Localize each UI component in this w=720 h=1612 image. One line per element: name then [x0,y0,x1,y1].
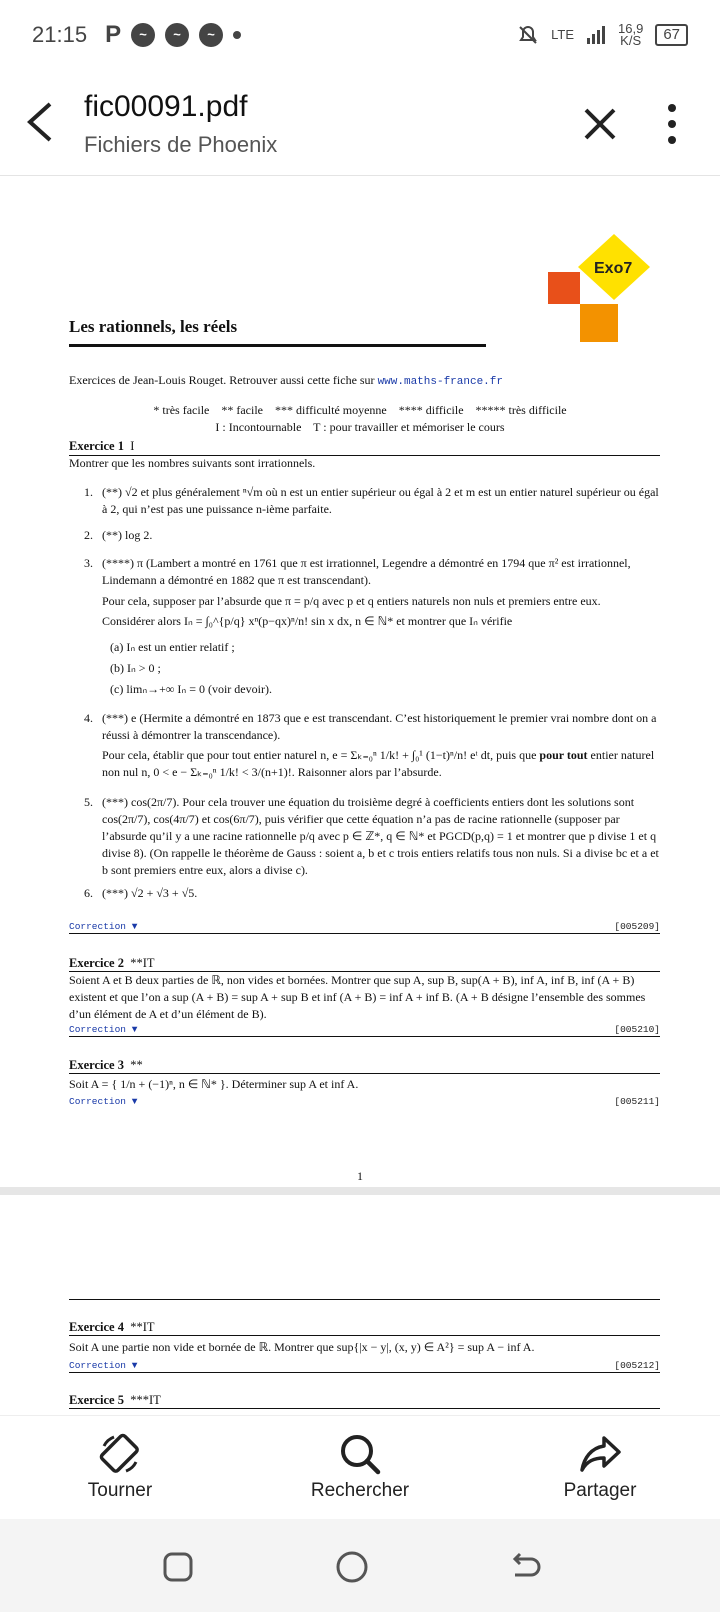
share-button[interactable] [520,1416,680,1520]
messenger-icon: ~ [131,23,155,47]
search-button[interactable] [280,1416,440,1520]
rotate-icon [98,1432,142,1476]
notification-icons [105,23,241,47]
title-rule [69,344,486,347]
page-number: 1 [357,1169,363,1183]
correction-link[interactable]: Correction ▼ [69,1024,138,1035]
exercise-rule [69,1073,660,1074]
exercise-3-footer [69,1096,660,1107]
exercise-3-statement: Soit A = { 1/n + (−1)ⁿ, n ∈ ℕ* }. Déterminer sup A et inf A. [69,1077,359,1091]
exercise-2-footer [69,1024,660,1035]
exercise-heading-text: Exercice 2 [69,956,124,970]
signal-icon [586,26,606,44]
back-nav-icon[interactable] [505,1547,545,1587]
exercise-rule [69,1372,660,1373]
pdf-page-1[interactable]: Exo7 Les rationnels, les réels Exercices de Jean-Louis Rouget. Retrouver aussi cette fiche sur www.maths-france.fr * très facile ** facile *** difficulté moyenne **** difficile ***** très difficile I : Incontournable T : pour travailler et mémoriser le cours Exercice 1 I Montrer que les nombres suivants sont irrationnels. 1. (**) √2 et plus généralement ⁿ√m où n est un entier supérieur ou égal à 2 et m est un entier naturel supérieur ou égal à 2, qui n’est pas une puissance n-ième parfaite. 2. (**) log 2. 3. (****) π (Lambert a montré en 1761 que π est irrationnel, Legendre a démontré en 1794 que π² est irrationnel, Lindemann a démontré en 1882 que π est transcendant). Pour cela, supposer par l’absurde que π = p/q avec p et q entiers naturels non nuls et premiers entre eux. Considérer alors Iₙ = ∫₀^{p/q} xⁿ(p−qx)ⁿ/n! sin x dx, n ∈ ℕ* et montrer que Iₙ vérifie (a) Iₙ est un entier relatif ; (b) Iₙ > 0 ; (c) limₙ→+∞ Iₙ = 0 (voir devoir). 4. (***) e (Hermite a démontré en 1873 que e est transcendant. C’est historiquement le premier vrai nombre dont on a réussi à démontrer la transcendance). Pour cela, établir que pour tout entier naturel n, e = Σₖ₌₀ⁿ 1/k! + ∫₀¹ (1−t)ⁿ/n! eᵗ dt, puis que pour tout entier naturel non nul n, 0 < e − Σₖ₌₀ⁿ 1/k! < 3/(n+1)!. Raisonner alors par l’absurde. 5. (***) cos(2π/7). Pour cela trouver une équation du troisième degré à coefficients entiers dont les solutions sont cos(2π/7), cos(4π/7) et cos(6π/7), puis vérifier que cette équation n’a pas de racine rationnelle (supposer par l’absurde qu’il y a une racine rationnelle p/q avec p ∈ ℤ*, q ∈ ℕ* et PGCD(p,q) = 1 et montrer que p divise 1 et q divise 8). (On rappelle le théorème de Gauss : soient a, b et c trois entiers relatifs tous non nuls. Si a divise bc et a et b sont premiers entre eux, alors a divise c). 6. (***) √2 + √3 + √5. Correction ▼ [005209] Exercice 2 **IT Soient A et B deux parties de ℝ, non vides et bornées. Montrer que sup A, sup B, sup(A + B), inf A, inf B, inf (A + B) existent et que l’on a sup (A + B) = sup A + sup B et inf (A + B) = inf A + inf B. (A + B désigne l’ensemble des sommes d’un élément de A et d’un élément de B). Correction ▼ [005210] Exercice 3 ** Soit A = { 1/n + (−1)ⁿ, n ∈ ℕ* }. Déterminer sup A et inf A. Correction ▼ [005211] 1 [0,177,720,1187]
exercise-heading-text: Exercice 4 [69,1320,124,1334]
method-text-start: Pour cela, établir que pour tout entier naturel n, e = Σₖ₌₀ⁿ 1/k! + ∫₀¹ (1−t)ⁿ/n! eᵗ dt, puis que [102,748,537,762]
exercise-1-item-3-integral: Considérer alors Iₙ = ∫₀^{p/q} xⁿ(p−qx)ⁿ/n! sin x dx, n ∈ ℕ* et montrer que Iₙ vérifie [102,614,513,628]
exercise-level: I [130,439,135,453]
search-label: Rechercher [310,1480,410,1501]
status-right [517,23,688,47]
method-text-end: entier naturel non nul n, 0 < e − Σₖ₌₀ⁿ 1/k! < 3/(n+1)!. Raisonner alors par l’absurde. [102,748,655,779]
more-vert-icon[interactable] [660,100,684,148]
exercise-1-statement: Montrer que les nombres suivants sont irrationnels. [69,456,316,470]
status-bar [0,0,720,70]
exercise-level: ***IT [130,1393,161,1407]
exo7-logo [548,234,658,354]
exercise-rule [69,1335,660,1336]
intro-url-link[interactable]: www.maths-france.fr [377,376,503,388]
document-title: Les rationnels, les réels [69,317,238,336]
recent-apps-icon[interactable] [158,1547,198,1587]
speed-unit: K/S [620,33,642,48]
exercise-level: ** [130,1058,143,1072]
bottom-toolbar [0,1415,720,1519]
file-title: fic00091.pdf [84,90,248,123]
exercise-1-item-4-method [102,747,660,781]
share-icon [578,1432,622,1476]
messenger-icon: ~ [199,23,223,47]
speed-value: 16,9 [618,21,644,36]
correction-link[interactable]: Correction ▼ [69,921,138,932]
exercise-1-footer [69,921,660,932]
exercise-code: [005212] [614,1360,660,1371]
exercise-5-heading [69,1393,161,1408]
exercise-code: [005210] [614,1024,660,1035]
exercise-1-item-3-method: Pour cela, supposer par l’absurde que π = p/q avec p et q entiers naturels non nuls et premiers entre eux. [102,594,601,608]
exercise-code: [005209] [614,921,660,932]
tag-legend: I : Incontournable T : pour travailler et mémoriser le cours [215,420,505,434]
exercise-4-statement: Soit A une partie non vide et bornée de ℝ. Montrer que sup{|x − y|, (x, y) ∈ A²} = sup A − inf A. [69,1340,535,1354]
correction-link[interactable]: Correction ▼ [69,1360,138,1371]
exercise-heading-text: Exercice 3 [69,1058,124,1072]
exercise-1-sub-b: (b) Iₙ > 0 ; [110,661,161,675]
system-nav-bar [0,1519,720,1612]
page-separator [0,1187,720,1195]
exercise-2-statement: Soient A et B deux parties de ℝ, non vides et bornées. Montrer que sup A, sup B, sup(A + B), inf A, inf B, inf (A + B) existent et que l’on a sup (A + B) = sup A + sup B et inf (A + B) = inf A + inf B. (A + B désigne l’ensemble des sommes d’un élément de A et d’un élément de B). [69,973,646,1021]
file-subtitle: Fichiers de Phoenix [84,132,278,157]
battery-level: 67 [655,24,688,46]
correction-link[interactable]: Correction ▼ [69,1096,138,1107]
network-type: LTE [551,27,574,42]
rotate-label: Tourner [87,1480,153,1501]
exercise-1-sub-c: (c) limₙ→+∞ Iₙ = 0 (voir devoir). [110,682,272,696]
app-bar [0,70,720,176]
exercise-4-heading [69,1320,155,1335]
pdf-page-2[interactable] [0,1195,720,1415]
exercise-code: [005211] [614,1096,660,1107]
exercise-level: **IT [130,1320,155,1334]
exercise-rule [69,1299,660,1300]
share-label: Partager [563,1480,637,1501]
exercise-3-heading [69,1058,143,1073]
more-notifications-dot-icon [233,31,241,39]
network-speed [618,23,643,47]
intro-text: Exercices de Jean-Louis Rouget. Retrouver aussi cette fiche sur [69,373,378,387]
method-emphasis: pour tout [539,748,588,762]
home-icon[interactable] [332,1547,372,1587]
difficulty-legend: * très facile ** facile *** difficulté moyenne **** difficile ***** très difficile [153,403,567,417]
search-icon [338,1432,382,1476]
back-arrow-icon[interactable] [22,98,62,146]
exercise-level: **IT [130,956,155,970]
exercise-1-heading [69,439,134,454]
exercise-rule [69,1408,660,1409]
mute-icon [517,24,539,46]
exercise-rule [69,1036,660,1037]
exercise-4-footer [69,1360,660,1371]
rotate-button[interactable] [40,1416,200,1520]
intro-line [69,373,503,388]
p-notification-icon: P [105,21,122,48]
status-time: 21:15 [32,22,88,47]
exercise-2-heading [69,956,155,971]
logo-text: Exo7 [594,260,633,277]
exercise-heading-text: Exercice 1 [69,439,124,453]
exercise-rule [69,933,660,934]
messenger-icon: ~ [165,23,189,47]
exercise-1-sub-a: (a) Iₙ est un entier relatif ; [110,640,235,654]
exercise-heading-text: Exercice 5 [69,1393,124,1407]
close-icon[interactable] [580,104,620,144]
